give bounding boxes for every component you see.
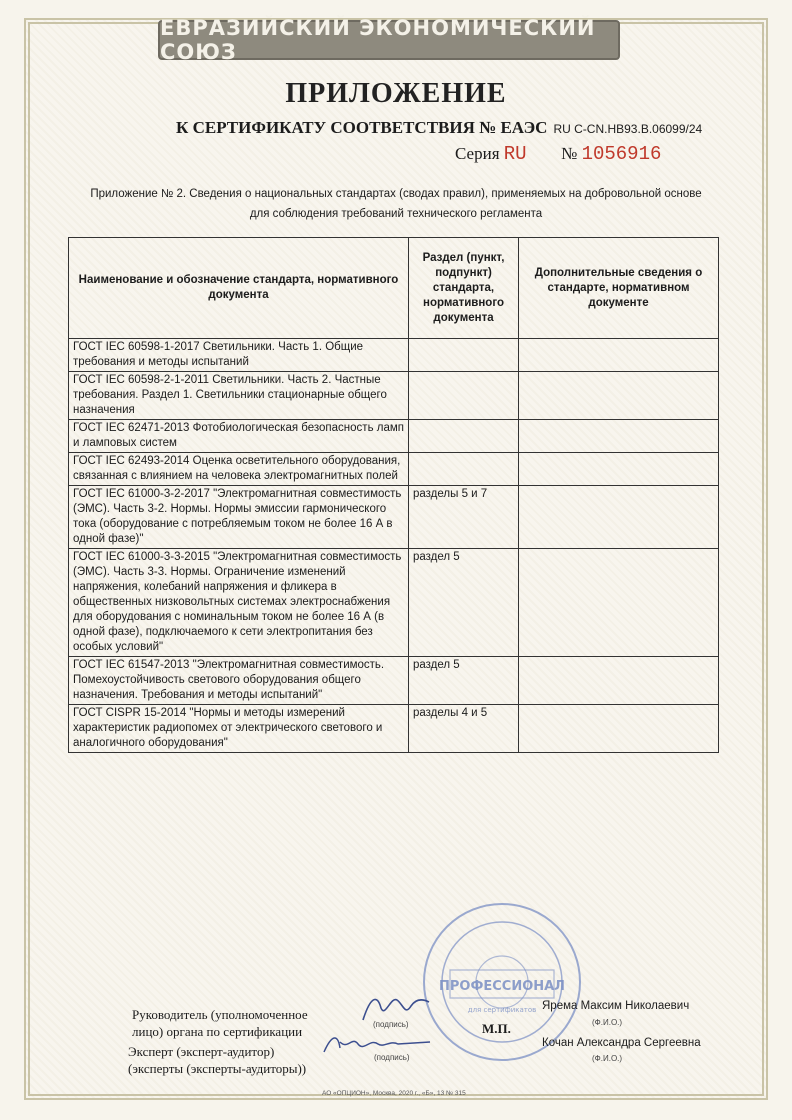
expert-label xyxy=(128,1043,306,1077)
standard-section: разделы 4 и 5 xyxy=(409,705,519,753)
header-standard-name: Наименование и обозначение стандарта, нормативного документа xyxy=(69,238,409,339)
standard-name: ГОСТ IEC 62471-2013 Фотобиологическая безопасность ламп и ламповых систем xyxy=(69,420,409,453)
table-row xyxy=(69,372,719,420)
stamp-ring-text: ПРОФЕССИОНАЛ xyxy=(439,979,565,994)
standard-info xyxy=(519,705,719,753)
standard-info xyxy=(519,486,719,549)
certificate-line xyxy=(176,118,702,138)
standard-section xyxy=(409,339,519,372)
blank-number: 1056916 xyxy=(581,143,662,165)
table-row xyxy=(69,453,719,486)
standard-info xyxy=(519,657,719,705)
intro-text xyxy=(60,184,732,224)
expert-fio-caption: (Ф.И.О.) xyxy=(592,1054,623,1063)
standard-name: ГОСТ IEC 61000-3-3-2015 "Электромагнитная совместимость (ЭМС). Часть 3-3. Нормы. Ограничение изменений напряжения, колебаний напряжения и фликера в общественных низковольтных системах электроснабжения для оборудования с номинальным током не более 16 А (в одной фазе), подключаемого к сети электропитания без особых условий" xyxy=(69,549,409,657)
standard-name: ГОСТ IEC 60598-1-2017 Светильники. Часть 1. Общие требования и методы испытаний xyxy=(69,339,409,372)
table-row xyxy=(69,657,719,705)
series-line xyxy=(455,143,661,165)
head-fio-caption: (Ф.И.О.) xyxy=(592,1018,623,1027)
standards-table xyxy=(68,237,719,753)
head-name: Ярема Максим Николаевич xyxy=(542,1000,690,1012)
table-row xyxy=(69,549,719,657)
page-title: ПРИЛОЖЕНИЕ xyxy=(285,78,507,109)
stamp-inner-text: для сертификатов xyxy=(467,1006,537,1014)
standard-info xyxy=(519,549,719,657)
head-label-line-2: лицо) органа по сертификации xyxy=(132,1024,303,1039)
head-label-line-1: Руководитель (уполномоченное xyxy=(132,1007,308,1022)
header-additional-info: Дополнительные сведения о стандарте, нормативном документе xyxy=(519,238,719,339)
banner-text: ЕВРАЗИЙСКИЙ ЭКОНОМИЧЕСКИЙ СОЮЗ xyxy=(160,16,596,64)
standard-name: ГОСТ CISPR 15-2014 "Нормы и методы измерений характеристик радиопомех от электрического светового и аналогичного оборудования" xyxy=(69,705,409,753)
head-label xyxy=(132,1006,308,1040)
standard-section xyxy=(409,372,519,420)
expert-label-line-2: (эксперты (эксперты-аудиторы)) xyxy=(128,1061,307,1076)
certificate-number: RU C-CN.НВ93.В.06099/24 xyxy=(553,122,703,136)
seal-mark: М.П. xyxy=(482,1021,511,1036)
intro-line-1: Приложение № 2. Сведения о национальных стандартах (сводах правил), применяемых на добровольной основе xyxy=(90,188,702,200)
series-code: RU xyxy=(503,143,527,165)
print-info: АО «ОПЦИОН», Москва, 2020 г., «Б», 13 № 315 xyxy=(322,1090,466,1097)
standard-info xyxy=(519,420,719,453)
standard-section: раздел 5 xyxy=(409,657,519,705)
standard-name: ГОСТ IEC 62493-2014 Оценка осветительного оборудования, связанная с влиянием на человека электромагнитных полей xyxy=(69,453,409,486)
number-label: № xyxy=(561,144,578,163)
table-row xyxy=(69,339,719,372)
table-row xyxy=(69,705,719,753)
expert-label-line-1: Эксперт (эксперт-аудитор) xyxy=(128,1044,275,1059)
table-row xyxy=(69,486,719,549)
expert-signature-caption: (подпись) xyxy=(374,1053,410,1062)
standard-info xyxy=(519,339,719,372)
standard-name: ГОСТ IEC 60598-2-1-2011 Светильники. Часть 2. Частные требования. Раздел 1. Светильники стационарные общего назначения xyxy=(69,372,409,420)
head-signature-caption: (подпись) xyxy=(373,1020,409,1029)
table-row xyxy=(69,420,719,453)
standard-info xyxy=(519,453,719,486)
standard-section xyxy=(409,420,519,453)
standard-section: разделы 5 и 7 xyxy=(409,486,519,549)
standard-section: раздел 5 xyxy=(409,549,519,657)
expert-name: Кочан Александра Сергеевна xyxy=(542,1037,701,1049)
table-header-row xyxy=(69,238,719,339)
union-banner xyxy=(158,16,620,64)
standard-name: ГОСТ IEC 61000-3-2-2017 "Электромагнитная совместимость (ЭМС). Часть 3-2. Нормы. Нормы эмиссии гармонического тока (оборудование с потребляемым током не более 16 А в одной фазе)" xyxy=(69,486,409,549)
header-section: Раздел (пункт, подпункт) стандарта, нормативного документа xyxy=(409,238,519,339)
standard-info xyxy=(519,372,719,420)
series-label: Серия xyxy=(455,144,500,163)
intro-line-2: для соблюдения требований технического регламента xyxy=(249,208,543,220)
standard-section xyxy=(409,453,519,486)
standard-name: ГОСТ IEC 61547-2013 "Электромагнитная совместимость. Помехоустойчивость светового оборудования общего назначения. Требования и методы испытаний" xyxy=(69,657,409,705)
certificate-label: К СЕРТИФИКАТУ СООТВЕТСТВИЯ № ЕАЭС xyxy=(176,118,548,137)
